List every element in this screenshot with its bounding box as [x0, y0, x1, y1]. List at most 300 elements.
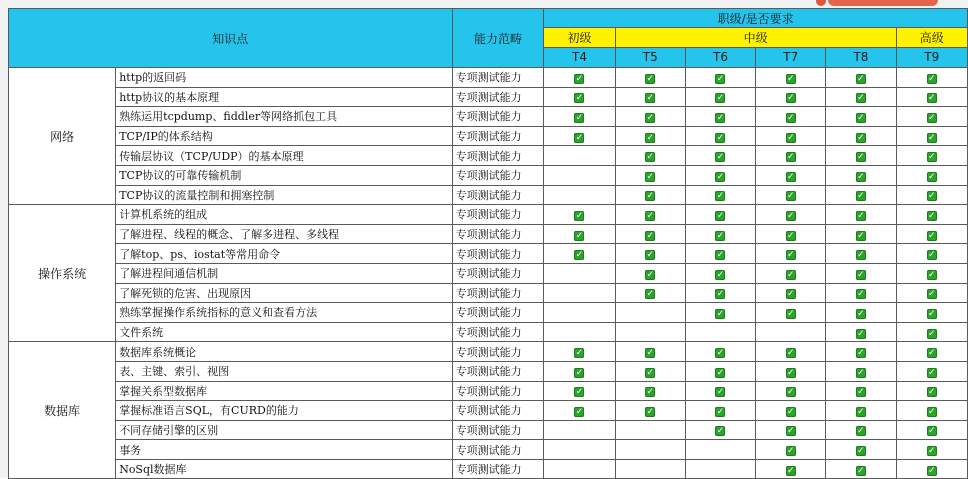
checkbox-checked-icon: ✓: [928, 269, 936, 280]
level-middle-header: 中级: [615, 28, 896, 47]
requirement-cell: [756, 146, 826, 166]
requirement-cell: [826, 381, 896, 401]
table-row: [9, 303, 968, 323]
checkbox-checked-icon: ✓: [786, 132, 795, 143]
topic-cell: 了解死锁的危害、出现原因: [116, 283, 452, 303]
table-row: [9, 205, 968, 225]
table-row: [9, 322, 968, 342]
requirement-cell: [615, 224, 685, 244]
checkbox-checked-icon: ✓: [716, 269, 725, 280]
checkbox-checked-icon: ✓: [928, 93, 936, 104]
grade-t5-header: T5: [615, 47, 685, 67]
requirement-cell: [615, 185, 685, 205]
requirement-cell: [896, 440, 967, 460]
table-body: [9, 68, 968, 479]
requirement-cell: [756, 263, 826, 283]
requirement-cell: [685, 205, 755, 225]
checkbox-checked-icon: ✓: [646, 171, 655, 182]
topic-cell: 熟练运用tcpdump、fiddler等网络抓包工具: [116, 107, 452, 127]
requirement-cell: [544, 126, 615, 146]
checkbox-checked-icon: ✓: [646, 289, 655, 300]
requirement-cell: [756, 165, 826, 185]
requirement-cell: [615, 420, 685, 440]
requirement-cell: [896, 126, 967, 146]
checkbox-checked-icon: ✓: [928, 73, 936, 84]
topic-cell: 文件系统: [116, 322, 452, 342]
scope-cell: 专项测试能力: [452, 185, 544, 205]
requirement-cell: [756, 224, 826, 244]
scope-cell: 专项测试能力: [452, 205, 544, 225]
scope-cell: 专项测试能力: [452, 244, 544, 264]
topic-cell: 事务: [116, 440, 452, 460]
requirement-cell: [685, 303, 755, 323]
requirement-cell: [544, 342, 615, 362]
topic-cell: TCP协议的可靠传输机制: [116, 165, 452, 185]
requirement-cell: [615, 381, 685, 401]
checkbox-checked-icon: ✓: [716, 308, 725, 319]
checkbox-checked-icon: ✓: [786, 348, 795, 359]
table-row: [9, 381, 968, 401]
checkbox-checked-icon: ✓: [575, 112, 584, 123]
checkbox-checked-icon: ✓: [786, 308, 795, 319]
checkbox-checked-icon: ✓: [857, 446, 865, 457]
checkbox-checked-icon: ✓: [928, 426, 936, 437]
checkbox-checked-icon: ✓: [575, 210, 584, 221]
scope-cell: 专项测试能力: [452, 401, 544, 421]
checkbox-checked-icon: ✓: [928, 367, 936, 378]
requirement-cell: [544, 146, 615, 166]
topic-cell: 数据库系统概论: [116, 342, 452, 362]
checkbox-checked-icon: ✓: [646, 230, 655, 241]
checkbox-checked-icon: ✓: [857, 387, 865, 398]
topic-cell: 了解top、ps、iostat等常用命令: [116, 244, 452, 264]
checkbox-checked-icon: ✓: [786, 367, 795, 378]
checkbox-checked-icon: ✓: [575, 73, 584, 84]
checkbox-checked-icon: ✓: [575, 230, 584, 241]
requirement-cell: [756, 87, 826, 107]
level-senior-header: 高级: [896, 28, 967, 47]
checkbox-checked-icon: ✓: [575, 367, 584, 378]
scope-cell: 专项测试能力: [452, 322, 544, 342]
requirement-cell: [756, 68, 826, 88]
requirement-cell: [896, 361, 967, 381]
requirement-cell: [544, 459, 615, 479]
table-row: [9, 263, 968, 283]
requirement-cell: [896, 322, 967, 342]
requirement-cell: [826, 244, 896, 264]
checkbox-checked-icon: ✓: [857, 112, 865, 123]
scope-cell: 专项测试能力: [452, 283, 544, 303]
requirement-cell: [826, 342, 896, 362]
requirement-cell: [544, 263, 615, 283]
scope-cell: 专项测试能力: [452, 107, 544, 127]
topic-cell: 表、主键、索引、视图: [116, 361, 452, 381]
requirement-cell: [615, 361, 685, 381]
requirement-cell: [826, 68, 896, 88]
checkbox-checked-icon: ✓: [716, 112, 725, 123]
checkbox-checked-icon: ✓: [857, 465, 865, 476]
checkbox-checked-icon: ✓: [928, 348, 936, 359]
table-row: [9, 185, 968, 205]
table-row: [9, 420, 968, 440]
requirement-cell: [826, 146, 896, 166]
requirement-cell: [615, 126, 685, 146]
checkbox-checked-icon: ✓: [928, 308, 936, 319]
requirement-cell: [544, 224, 615, 244]
requirement-cell: [896, 87, 967, 107]
checkbox-checked-icon: ✓: [646, 191, 655, 202]
checkbox-checked-icon: ✓: [857, 406, 865, 417]
scope-cell: 专项测试能力: [452, 303, 544, 323]
table-row: [9, 459, 968, 479]
scope-cell: 专项测试能力: [452, 440, 544, 460]
checkbox-checked-icon: ✓: [786, 426, 795, 437]
table-row: [9, 87, 968, 107]
table-row: [9, 68, 968, 88]
checkbox-checked-icon: ✓: [928, 465, 936, 476]
checkbox-checked-icon: ✓: [786, 387, 795, 398]
requirement-header: 职级/是否要求: [544, 9, 968, 28]
checkbox-checked-icon: ✓: [786, 152, 795, 163]
requirement-cell: [756, 322, 826, 342]
requirement-cell: [896, 303, 967, 323]
checkbox-checked-icon: ✓: [716, 171, 725, 182]
skills-requirement-table: [8, 8, 968, 479]
requirement-cell: [685, 165, 755, 185]
checkbox-checked-icon: ✓: [716, 191, 725, 202]
table-row: [9, 224, 968, 244]
category-cell: 操作系统: [9, 205, 116, 342]
checkbox-checked-icon: ✓: [716, 367, 725, 378]
requirement-cell: [756, 283, 826, 303]
requirement-cell: [756, 244, 826, 264]
checkbox-checked-icon: ✓: [716, 387, 725, 398]
checkbox-checked-icon: ✓: [857, 250, 865, 261]
requirement-cell: [615, 401, 685, 421]
requirement-cell: [756, 361, 826, 381]
checkbox-checked-icon: ✓: [716, 93, 725, 104]
topic-cell: 掌握关系型数据库: [116, 381, 452, 401]
table-row: [9, 146, 968, 166]
requirement-cell: [896, 107, 967, 127]
checkbox-checked-icon: ✓: [928, 250, 936, 261]
table-row: [9, 165, 968, 185]
checkbox-checked-icon: ✓: [646, 93, 655, 104]
requirement-cell: [685, 244, 755, 264]
grade-t6-header: T6: [685, 47, 755, 67]
requirement-cell: [756, 185, 826, 205]
checkbox-checked-icon: ✓: [716, 73, 725, 84]
checkbox-checked-icon: ✓: [786, 210, 795, 221]
requirement-cell: [544, 87, 615, 107]
requirement-cell: [685, 322, 755, 342]
requirement-cell: [685, 126, 755, 146]
checkbox-checked-icon: ✓: [786, 446, 795, 457]
checkbox-checked-icon: ✓: [928, 171, 936, 182]
checkbox-checked-icon: ✓: [646, 367, 655, 378]
level-junior-header: 初级: [544, 28, 615, 47]
requirement-cell: [615, 244, 685, 264]
requirement-cell: [685, 185, 755, 205]
table-row: [9, 401, 968, 421]
requirement-cell: [896, 381, 967, 401]
requirement-cell: [685, 420, 755, 440]
checkbox-checked-icon: ✓: [928, 210, 936, 221]
table-row: [9, 283, 968, 303]
topic-cell: 不同存储引擎的区别: [116, 420, 452, 440]
scope-cell: 专项测试能力: [452, 146, 544, 166]
requirement-cell: [544, 107, 615, 127]
checkbox-checked-icon: ✓: [646, 250, 655, 261]
requirement-cell: [896, 244, 967, 264]
requirement-cell: [544, 165, 615, 185]
checkbox-checked-icon: ✓: [716, 152, 725, 163]
requirement-cell: [756, 107, 826, 127]
checkbox-checked-icon: ✓: [575, 93, 584, 104]
checkbox-checked-icon: ✓: [646, 406, 655, 417]
checkbox-checked-icon: ✓: [646, 269, 655, 280]
checkbox-checked-icon: ✓: [575, 406, 584, 417]
requirement-cell: [756, 303, 826, 323]
checkbox-checked-icon: ✓: [857, 367, 865, 378]
checkbox-checked-icon: ✓: [857, 289, 865, 300]
checkbox-checked-icon: ✓: [857, 191, 865, 202]
checkbox-checked-icon: ✓: [786, 465, 795, 476]
requirement-cell: [685, 224, 755, 244]
requirement-cell: [685, 381, 755, 401]
checkbox-checked-icon: ✓: [928, 289, 936, 300]
requirement-cell: [896, 263, 967, 283]
requirement-cell: [615, 322, 685, 342]
grade-t7-header: T7: [756, 47, 826, 67]
checkbox-checked-icon: ✓: [928, 328, 936, 339]
requirement-cell: [685, 107, 755, 127]
requirement-cell: [544, 420, 615, 440]
requirement-cell: [826, 420, 896, 440]
requirement-cell: [615, 107, 685, 127]
scope-cell: 专项测试能力: [452, 68, 544, 88]
checkbox-checked-icon: ✓: [786, 93, 795, 104]
checkbox-checked-icon: ✓: [857, 73, 865, 84]
checkbox-checked-icon: ✓: [646, 210, 655, 221]
scope-cell: 专项测试能力: [452, 263, 544, 283]
checkbox-checked-icon: ✓: [857, 210, 865, 221]
requirement-cell: [826, 263, 896, 283]
requirement-cell: [896, 185, 967, 205]
checkbox-checked-icon: ✓: [575, 132, 584, 143]
requirement-cell: [826, 185, 896, 205]
checkbox-checked-icon: ✓: [928, 191, 936, 202]
requirement-cell: [826, 165, 896, 185]
requirement-cell: [896, 224, 967, 244]
requirement-cell: [685, 361, 755, 381]
checkbox-checked-icon: ✓: [575, 250, 584, 261]
scope-header: 能力范畴: [452, 9, 544, 68]
scope-cell: 专项测试能力: [452, 165, 544, 185]
requirement-cell: [544, 205, 615, 225]
checkbox-checked-icon: ✓: [786, 171, 795, 182]
checkbox-checked-icon: ✓: [857, 269, 865, 280]
requirement-cell: [896, 205, 967, 225]
requirement-cell: [544, 303, 615, 323]
requirement-cell: [615, 146, 685, 166]
requirement-cell: [544, 322, 615, 342]
requirement-cell: [826, 401, 896, 421]
requirement-cell: [756, 205, 826, 225]
topic-cell: 传输层协议（TCP/UDP）的基本原理: [116, 146, 452, 166]
scope-cell: 专项测试能力: [452, 420, 544, 440]
checkbox-checked-icon: ✓: [857, 171, 865, 182]
requirement-cell: [826, 303, 896, 323]
checkbox-checked-icon: ✓: [646, 132, 655, 143]
topic-cell: 了解进程、线程的概念、了解多进程、多线程: [116, 224, 452, 244]
requirement-cell: [615, 342, 685, 362]
brand-logo-banner: [828, 0, 938, 6]
checkbox-checked-icon: ✓: [786, 289, 795, 300]
category-cell: 数据库: [9, 342, 116, 479]
scope-cell: 专项测试能力: [452, 87, 544, 107]
checkbox-checked-icon: ✓: [716, 230, 725, 241]
requirement-cell: [826, 224, 896, 244]
requirement-cell: [896, 283, 967, 303]
requirement-cell: [896, 68, 967, 88]
table-row: [9, 440, 968, 460]
checkbox-checked-icon: ✓: [646, 152, 655, 163]
requirement-cell: [826, 107, 896, 127]
checkbox-checked-icon: ✓: [857, 348, 865, 359]
checkbox-checked-icon: ✓: [716, 348, 725, 359]
requirement-cell: [615, 263, 685, 283]
topic-cell: http协议的基本原理: [116, 87, 452, 107]
requirement-cell: [756, 420, 826, 440]
category-cell: 网络: [9, 68, 116, 205]
grade-t8-header: T8: [826, 47, 896, 67]
requirement-cell: [826, 459, 896, 479]
requirement-cell: [615, 87, 685, 107]
topic-cell: TCP协议的流量控制和拥塞控制: [116, 185, 452, 205]
table-header: [9, 9, 968, 68]
checkbox-checked-icon: ✓: [716, 289, 725, 300]
requirement-cell: [685, 263, 755, 283]
requirement-cell: [685, 459, 755, 479]
checkbox-checked-icon: ✓: [786, 250, 795, 261]
checkbox-checked-icon: ✓: [857, 132, 865, 143]
scope-cell: 专项测试能力: [452, 459, 544, 479]
requirement-cell: [826, 283, 896, 303]
requirement-cell: [685, 87, 755, 107]
requirement-cell: [544, 244, 615, 264]
checkbox-checked-icon: ✓: [786, 112, 795, 123]
checkbox-checked-icon: ✓: [928, 152, 936, 163]
requirement-cell: [826, 87, 896, 107]
requirement-cell: [826, 440, 896, 460]
grade-t9-header: T9: [896, 47, 967, 67]
requirement-cell: [756, 440, 826, 460]
requirement-cell: [756, 401, 826, 421]
table-row: [9, 126, 968, 146]
topic-cell: 了解进程间通信机制: [116, 263, 452, 283]
topic-cell: 熟练掌握操作系统指标的意义和查看方法: [116, 303, 452, 323]
requirement-cell: [685, 68, 755, 88]
checkbox-checked-icon: ✓: [786, 73, 795, 84]
checkbox-checked-icon: ✓: [857, 93, 865, 104]
checkbox-checked-icon: ✓: [716, 426, 725, 437]
checkbox-checked-icon: ✓: [646, 112, 655, 123]
requirement-cell: [756, 381, 826, 401]
scope-cell: 专项测试能力: [452, 381, 544, 401]
checkbox-checked-icon: ✓: [716, 250, 725, 261]
requirement-cell: [685, 342, 755, 362]
scope-cell: 专项测试能力: [452, 361, 544, 381]
requirement-cell: [615, 283, 685, 303]
checkbox-checked-icon: ✓: [857, 328, 865, 339]
checkbox-checked-icon: ✓: [928, 230, 936, 241]
checkbox-checked-icon: ✓: [857, 152, 865, 163]
requirement-cell: [544, 283, 615, 303]
checkbox-checked-icon: ✓: [786, 269, 795, 280]
checkbox-checked-icon: ✓: [786, 191, 795, 202]
requirement-cell: [756, 342, 826, 362]
table-row: [9, 244, 968, 264]
checkbox-checked-icon: ✓: [786, 406, 795, 417]
checkbox-checked-icon: ✓: [646, 348, 655, 359]
requirement-cell: [896, 459, 967, 479]
requirement-cell: [756, 126, 826, 146]
requirement-cell: [615, 205, 685, 225]
requirement-cell: [615, 303, 685, 323]
grade-t4-header: T4: [544, 47, 615, 67]
requirement-cell: [685, 146, 755, 166]
topic-cell: 掌握标准语言SQL，有CURD的能力: [116, 401, 452, 421]
requirement-cell: [826, 205, 896, 225]
requirement-cell: [544, 440, 615, 460]
checkbox-checked-icon: ✓: [857, 308, 865, 319]
topic-cell: TCP/IP的体系结构: [116, 126, 452, 146]
checkbox-checked-icon: ✓: [928, 132, 936, 143]
topic-cell: 计算机系统的组成: [116, 205, 452, 225]
requirement-cell: [896, 420, 967, 440]
checkbox-checked-icon: ✓: [646, 73, 655, 84]
requirement-cell: [685, 401, 755, 421]
requirement-cell: [544, 401, 615, 421]
requirement-cell: [896, 342, 967, 362]
requirement-cell: [544, 361, 615, 381]
checkbox-checked-icon: ✓: [716, 132, 725, 143]
checkbox-checked-icon: ✓: [575, 348, 584, 359]
requirement-cell: [615, 440, 685, 460]
table-row: [9, 107, 968, 127]
checkbox-checked-icon: ✓: [928, 112, 936, 123]
scope-cell: 专项测试能力: [452, 342, 544, 362]
requirement-cell: [615, 68, 685, 88]
requirement-cell: [896, 146, 967, 166]
requirement-cell: [685, 440, 755, 460]
topic-cell: NoSql数据库: [116, 459, 452, 479]
scope-cell: 专项测试能力: [452, 224, 544, 244]
topic-cell: http的返回码: [116, 68, 452, 88]
requirement-cell: [826, 322, 896, 342]
requirement-cell: [544, 68, 615, 88]
requirement-cell: [826, 126, 896, 146]
requirement-cell: [615, 459, 685, 479]
checkbox-checked-icon: ✓: [786, 230, 795, 241]
requirement-cell: [756, 459, 826, 479]
requirement-cell: [896, 401, 967, 421]
checkbox-checked-icon: ✓: [646, 387, 655, 398]
checkbox-checked-icon: ✓: [575, 387, 584, 398]
checkbox-checked-icon: ✓: [716, 210, 725, 221]
checkbox-checked-icon: ✓: [928, 387, 936, 398]
